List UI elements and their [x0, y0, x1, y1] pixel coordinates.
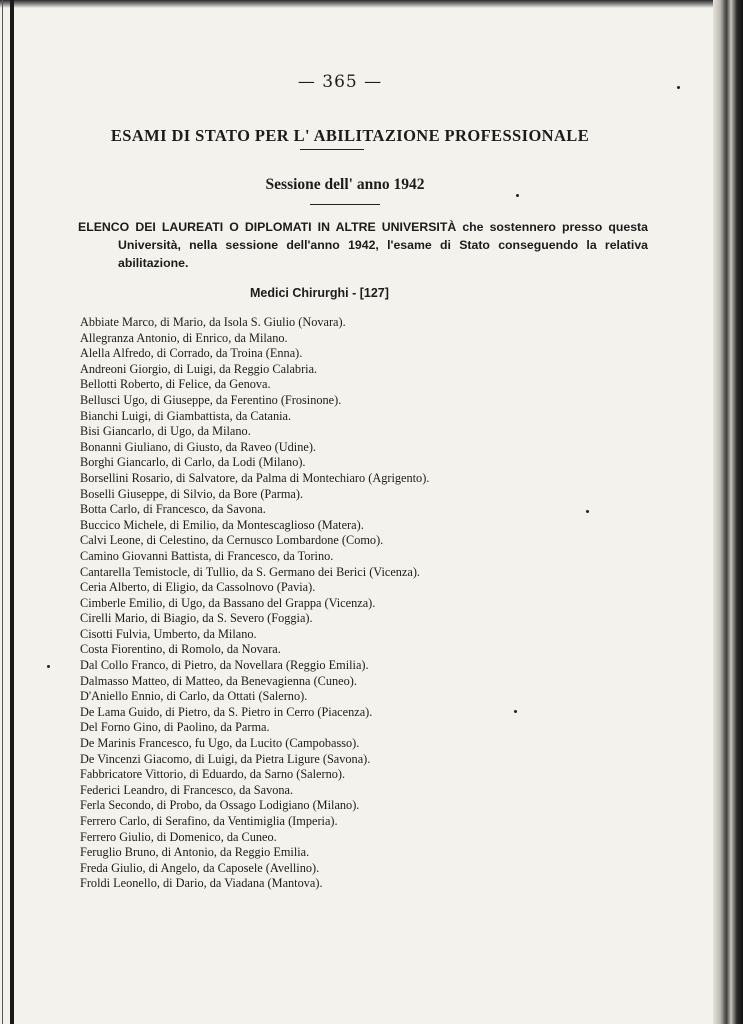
list-item: Ferrero Giulio, di Domenico, da Cuneo. [80, 829, 277, 844]
print-speck [514, 710, 517, 713]
list-item: Boselli Giuseppe, di Silvio, da Bore (Parma). [80, 486, 304, 501]
list-item: Ferla Secondo, di Probo, da Ossago Lodigiano (Milano). [80, 798, 360, 813]
list-item: Feruglio Bruno, di Antonio, da Reggio Emilia. [80, 845, 310, 860]
list-item: De Vincenzi Giacomo, di Luigi, da Pietra Ligure (Savona). [80, 751, 371, 766]
print-speck [677, 86, 680, 89]
list-item: D'Aniello Ennio, di Carlo, da Ottati (Salerno). [80, 689, 308, 704]
session-underline [310, 204, 380, 205]
list-item: Borsellini Rosario, di Salvatore, da Palma di Montechiaro (Agrigento). [80, 470, 430, 485]
list-item: Costa Fiorentino, di Romolo, da Novara. [80, 642, 281, 657]
list-item: Cirelli Mario, di Biagio, da S. Severo (Foggia). [80, 611, 313, 626]
graduates-list [80, 315, 600, 892]
list-item: Bisi Giancarlo, di Ugo, da Milano. [80, 424, 251, 439]
intro-paragraph: ELENCO DEI LAUREATI O DIPLOMATI IN ALTRE UNIVERSITÀ che sostennero presso questa Università, nella sessione dell'anno 1942, l'esame di Stato conseguendo la relativa abilitazione. [78, 220, 648, 270]
list-item: Botta Carlo, di Francesco, da Savona. [80, 502, 266, 517]
list-item: Bonanni Giuliano, di Giusto, da Raveo (Udine). [80, 439, 316, 454]
left-margin-thin-line [2, 0, 3, 1024]
book-binding-edge [713, 0, 743, 1024]
list-item: De Marinis Francesco, fu Ugo, da Lucito (Campobasso). [80, 736, 360, 751]
list-item: Cisotti Fulvia, Umberto, da Milano. [80, 626, 257, 641]
list-item: Cimberle Emilio, di Ugo, da Bassano del Grappa (Vicenza). [80, 595, 376, 610]
list-item: Freda Giulio, di Angelo, da Caposele (Avellino). [80, 860, 320, 875]
print-speck [586, 510, 589, 513]
list-item: Federici Leandro, di Francesco, da Savona. [80, 782, 294, 797]
list-item: Camino Giovanni Battista, di Francesco, da Torino. [80, 548, 334, 563]
list-item: Andreoni Giorgio, di Luigi, da Reggio Calabria. [80, 361, 318, 376]
list-item: Bellusci Ugo, di Giuseppe, da Ferentino (Frosinone). [80, 392, 342, 407]
print-speck [516, 194, 519, 197]
section-heading: Medici Chirurghi - [127] [250, 286, 389, 300]
list-item: Dal Collo Franco, di Pietro, da Novellara (Reggio Emilia). [80, 658, 369, 673]
list-item: Buccico Michele, di Emilio, da Montescaglioso (Matera). [80, 517, 364, 532]
page-title: ESAMI DI STATO PER L' ABILITAZIONE PROFESSIONALE [110, 126, 590, 145]
list-item: Bellotti Roberto, di Felice, da Genova. [80, 377, 271, 392]
list-item: Dalmasso Matteo, di Matteo, da Benevagienna (Cuneo). [80, 673, 357, 688]
page-top-edge [0, 0, 743, 8]
list-item: Fabbricatore Vittorio, di Eduardo, da Sarno (Salerno). [80, 767, 346, 782]
list-item: Calvi Leone, di Celestino, da Cernusco Lombardone (Como). [80, 533, 384, 548]
list-item: Del Forno Gino, di Paolino, da Parma. [80, 720, 270, 735]
list-item: Froldi Leonello, di Dario, da Viadana (Mantova). [80, 876, 323, 891]
list-item: De Lama Guido, di Pietro, da S. Pietro in Cerro (Piacenza). [80, 704, 373, 719]
list-item: Abbiate Marco, di Mario, da Isola S. Giulio (Novara). [80, 315, 346, 329]
session-title: Sessione dell' anno 1942 [265, 176, 425, 193]
page-number: — 365 — [297, 72, 383, 92]
print-speck [47, 665, 50, 668]
list-item: Ceria Alberto, di Eligio, da Cassolnovo (Pavia). [80, 580, 316, 595]
list-item: Allegranza Antonio, di Enrico, da Milano. [80, 330, 288, 345]
list-item: Cantarella Temistocle, di Tullio, da S. Germano dei Berici (Vicenza). [80, 564, 421, 579]
list-item: Alella Alfredo, di Corrado, da Troina (Enna). [80, 346, 303, 361]
left-margin-line [10, 0, 14, 1024]
list-item: Ferrero Carlo, di Serafino, da Ventimiglia (Imperia). [80, 814, 338, 828]
list-item: Bianchi Luigi, di Giambattista, da Catania. [80, 408, 292, 423]
list-item: Borghi Giancarlo, di Carlo, da Lodi (Milano). [80, 455, 306, 470]
title-underline [300, 149, 364, 150]
